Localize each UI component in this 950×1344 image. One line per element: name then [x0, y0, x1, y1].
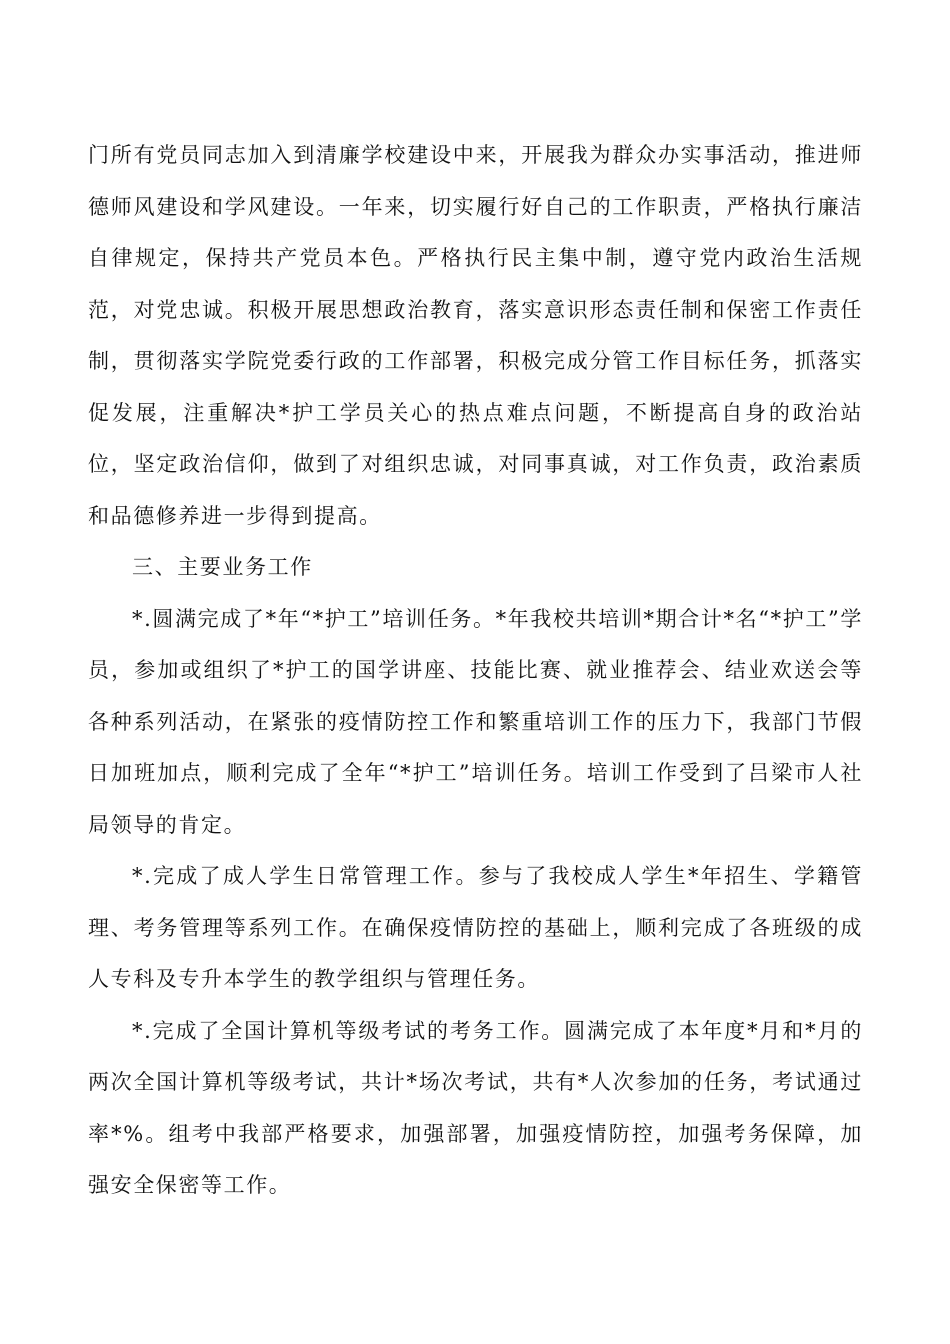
section-heading: 三、主要业务工作 [132, 555, 313, 579]
paragraph-computer-exam: *.完成了全国计算机等级考试的考务工作。圆满完成了本年度*月和*月的两次全国计算机等级考试，共计*场次考试，共有*人次参加的任务，考试通过率*%。组考中我部严格要求，加强部署，加强疫情防控，加强考务保障，加强安全保密等工作。 [88, 1018, 863, 1197]
document-body [88, 130, 863, 1212]
paragraph-continuation: 门所有党员同志加入到清廉学校建设中来，开展我为群众办实事活动，推进师德师风建设和学风建设。一年来，切实履行好自己的工作职责，严格执行廉洁自律规定，保持共产党员本色。严格执行民主集中制，遵守党内政治生活规范，对党忠诚。积极开展思想政治教育，落实意识形态责任制和保密工作责任制，贯彻落实学院党委行政的工作部署，积极完成分管工作目标任务，抓落实促发展，注重解决*护工学员关心的热点难点问题，不断提高自身的政治站位，坚定政治信仰，做到了对组织忠诚，对同事真诚，对工作负责，政治素质和品德修养进一步得到提高。 [88, 143, 863, 528]
paragraph-training: *.圆满完成了*年“*护工”培训任务。*年我校共培训*期合计*名“*护工”学员，参加或组织了*护工的国学讲座、技能比赛、就业推荐会、结业欢送会等各种系列活动，在紧张的疫情防控工作和繁重培训工作的压力下，我部门节假日加班加点，顺利完成了全年“*护工”培训任务。培训工作受到了吕梁市人社局领导的肯定。 [88, 606, 863, 837]
paragraph-adult-students: *.完成了成人学生日常管理工作。参与了我校成人学生*年招生、学籍管理、考务管理等系列工作。在确保疫情防控的基础上，顺利完成了各班级的成人专科及专升本学生的教学组织与管理任务。 [88, 864, 863, 991]
